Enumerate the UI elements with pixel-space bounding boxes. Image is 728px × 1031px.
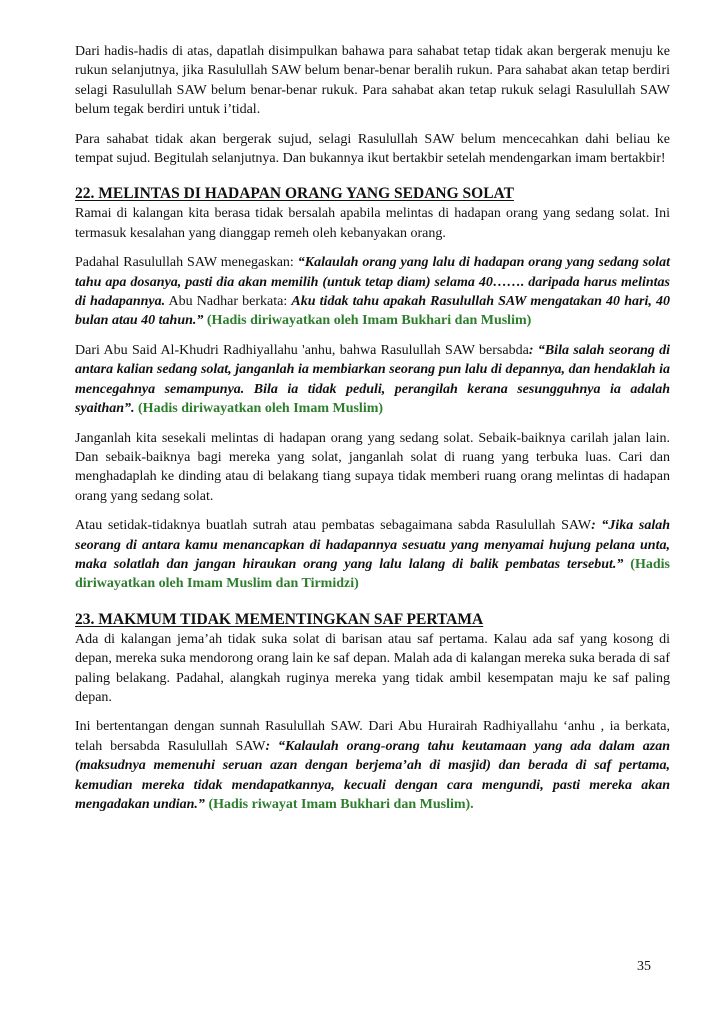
paragraph-s22-intro: Ramai di kalangan kita berasa tidak bersalah apabila melintas di hadapan orang yang sedang solat. Ini termasuk kesalahan yang dianggap remeh oleh kebanyakan orang. <box>75 206 670 241</box>
paragraph-s22-sutrah <box>75 516 670 594</box>
hadith-source: (Hadis diriwayatkan oleh Imam Muslim dan Tirmidzi) <box>75 556 670 592</box>
hadith-source: (Hadis diriwayatkan oleh Imam Bukhari dan Muslim) <box>203 313 532 329</box>
hadith-quote: “Kalaulah orang yang lalu di hadapan orang yang sedang solat tahu apa dosanya, pasti dia akan memilih (untuk tetap diam) selama 40……. daripada harus melintas di hadapannya. <box>75 255 670 310</box>
paragraph-conclusion: Dari hadis-hadis di atas, dapatlah disimpulkan bahawa para sahabat tetap tidak akan bergerak menuju ke rukun selanjutnya, jika Rasulullah SAW belum benar-benar beralih rukun. Para sahabat akan tetap berdiri selagi Rasulullah SAW belum benar-benar rukuk. Para sahabat akan tetap rukuk selagi Rasulullah SAW belum tegak berdiri untuk i’tidal. <box>75 44 670 118</box>
hadith-quote: Aku tidak tahu apakah Rasulullah SAW mengatakan 40 hari, 40 bulan atau 40 tahun.” <box>75 294 670 329</box>
paragraph-s23-hadith <box>75 717 670 814</box>
text-lead: Dari Abu Said Al-Khudri Radhiyallahu 'anhu, bahwa Rasulullah SAW bersabda <box>75 342 529 358</box>
hadith-source: (Hadis riwayat Imam Bukhari dan Muslim). <box>204 797 474 812</box>
section-heading-23: 23. MAKMUM TIDAK MEMENTINGKAN SAF PERTAMA <box>75 610 484 628</box>
hadith-quote: : “Jika salah seorang di antara kamu menancapkan di hadapannya sesuatu yang menyamai hujung pelana unta, maka solatlah dan jangan hiraukan orang yang lalu lalang di balik pembatas tersebut.” <box>75 518 670 572</box>
paragraph-s22-advice: Janganlah kita sesekali melintas di hadapan orang yang sedang solat. Sebaik-baiknya carilah jalan lain. Dan sebaik-baiknya bagi mereka yang solat, janganlah solat di ruang yang terbuka luas. Cari dan menghadaplah ke dinding atau di belakang tiang supaya tidak memberi ruang orang melintas di hadapan orang yang sedang solat. <box>75 430 670 504</box>
text-lead: Atau setidak-tidaknya buatlah sutrah atau pembatas sebagaimana sabda Rasulullah SAW <box>75 518 592 534</box>
hadith-source: (Hadis diriwayatkan oleh Imam Muslim) <box>134 401 384 417</box>
hadith-quote: : “Kalaulah orang-orang tahu keutamaan yang ada dalam azan (maksudnya memenuhi seruan azan dengan berjema’ah di masjid) dan berada di saf pertama, kemudian mereka tidak mendapatkannya, kecuali dengan cara mengundi, pasti mereka akan mengadakan undian.” <box>75 738 670 812</box>
text-lead: Ini bertentangan dengan sunnah Rasulullah SAW. Dari Abu Hurairah Radhiyallahu ‘anhu , ia berkata, telah bersabda Rasulullah SAW <box>75 719 670 754</box>
text-lead: Padahal Rasulullah SAW menegaskan: <box>75 255 298 271</box>
hadith-quote: : “Bila salah seorang di antara kalian sedang solat, janganlah ia membiarkan seorang pun lalu di depannya, dan hendaklah ia mencegahnya semampunya. Bila ia tidak peduli, perangilah kerana sesungguhnya ia adalah syaithan”. <box>75 342 670 417</box>
paragraph-s22-hadith-2 <box>75 341 670 419</box>
paragraph-sujud: Para sahabat tidak akan bergerak sujud, selagi Rasulullah SAW belum mencecahkan dahi beliau ke tempat sujud. Begitulah selanjutnya. Dan bukannya ikut bertakbir setelah mendengarkan imam bertakbir! <box>75 131 670 167</box>
section-heading-22: 22. MELINTAS DI HADAPAN ORANG YANG SEDANG SOLAT <box>75 185 514 203</box>
page-number: 35 <box>637 959 651 974</box>
document-page <box>75 42 670 824</box>
paragraph-s23-intro: Ada di kalangan jema’ah tidak suka solat di barisan atau saf pertama. Kalau ada saf yang kosong di depan, mereka suka mendorong orang lain ke saf depan. Malah ada di kalangan mereka suka berada di saf paling belakang. Padahal, alangkah ruginya mereka yang tidak ambil kesempatan maju ke saf paling depan. <box>75 631 670 705</box>
text-mid: Abu Nadhar berkata: <box>165 294 292 310</box>
paragraph-s22-hadith-1 <box>75 253 670 331</box>
